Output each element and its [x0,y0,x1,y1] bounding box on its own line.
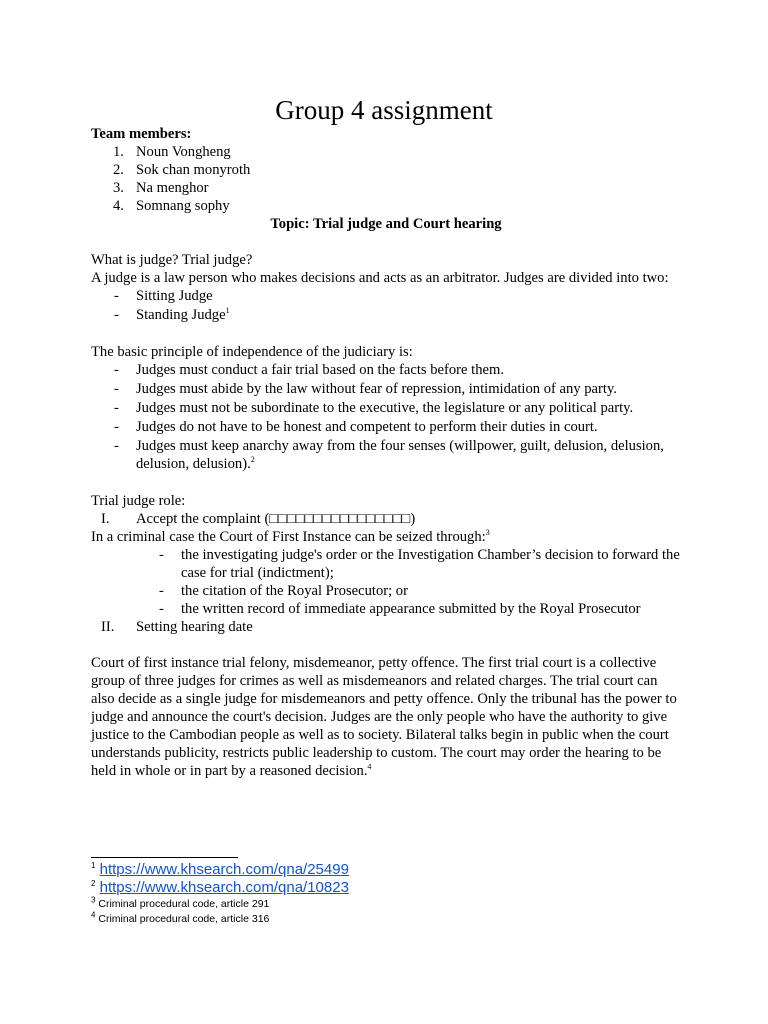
role-heading: Trial judge role: [91,493,186,509]
footnote-ref[interactable]: 4 [367,762,372,772]
list-item: 3. Na menghor [113,180,209,196]
footnote-ref[interactable]: 1 [225,306,230,316]
list-item: - Judges must keep anarchy away from the four senses (willpower, guilt, delusion, delusion, delusion, delusion).$^2$ [114,438,664,472]
list-item: - Standing Judge$^1$ [114,306,230,323]
list-item: - the written record of immediate appearance submitted by the Royal Prosecutor [159,601,641,617]
list-item: - the investigating judge's order or the Investigation Chamber’s decision to forward the case for trial (indictment); [159,547,680,581]
principle-intro: The basic principle of independence of the judiciary is: [91,344,413,360]
list-item: - Judges do not have to be honest and competent to perform their duties in court. [114,419,598,435]
team-member-list [91,143,681,215]
list-item: - Judges must conduct a fair trial based on the facts before them. [114,362,504,378]
member-name: Na menghor [136,180,209,196]
list-item: - Judges must not be subordinate to the executive, the legislature or any political party. [114,400,634,416]
question-line: What is judge? Trial judge? [91,252,253,268]
footnote-1: $^1$ https://www.khsearch.com/qna/25499 [91,861,349,878]
footnote-4: $^4$ Criminal procedural code, article 316 [91,910,270,925]
footnote-separator [91,857,238,858]
footnote-link[interactable]: https://www.khsearch.com/qna/10823 [99,879,349,896]
role-list-2 [91,618,681,636]
list-item: - Judges must abide by the law without fear of repression, intimidation of any party. [114,381,617,397]
seized-list [91,546,681,618]
role-list-1 [91,510,681,528]
footnote-2: $^2$ https://www.khsearch.com/qna/10823 [91,879,349,896]
judge-type-list [91,287,681,324]
seized-intro: In a criminal case the Court of First Instance can be seized through:$^3$ [91,528,490,545]
list-item: - the citation of the Royal Prosecutor; or [159,583,408,599]
member-name: Somnang sophy [136,198,230,214]
list-item: 2. Sok chan monyroth [113,162,251,178]
principle-list [91,361,681,473]
list-item: - Sitting Judge [114,288,213,304]
footnote-3: $^3$ Criminal procedural code, article 291 [91,895,270,910]
court-paragraph: Court of first instance trial felony, misdemeanor, petty offence. The first trial court is a collective group of three judges for crimes as well as misdemeanors and related charges. The trial court can also decide as a single judge for misdemeanors and petty offence. Only the tribunal has the power to judge and announce the court's decision. Judges are the only people who have the authority to give justice to the Cambodian people as well as to society. Bilateral talks begin in public when the court understands publicity, restricts public leadership to custom. The court may order the hearing to be held in whole or in part by a reasoned decision.$^4$ [91,655,677,779]
footnote-ref[interactable]: 2 [250,455,255,465]
footnote-link[interactable]: https://www.khsearch.com/qna/25499 [99,861,349,878]
document-body [91,125,681,780]
list-item: 4. Somnang sophy [113,198,230,214]
definition-paragraph: A judge is a law person who makes decisions and acts as an arbitrator. Judges are divided into two: [91,270,669,286]
list-item: I. Accept the complaint (□□□□□□□□□□□□□□□□) [101,511,416,527]
footnote-ref[interactable]: 3 [485,528,490,538]
team-heading: Team members: [91,126,192,142]
member-name: Sok chan monyroth [136,162,251,178]
list-item: 1. Noun Vongheng [113,144,231,160]
document-title: Group 4 assignment [275,95,493,125]
topic-heading: Topic: Trial judge and Court hearing [270,216,502,232]
footnotes [91,861,681,927]
list-item: II. Setting hearing date [101,619,253,635]
member-name: Noun Vongheng [136,144,231,160]
